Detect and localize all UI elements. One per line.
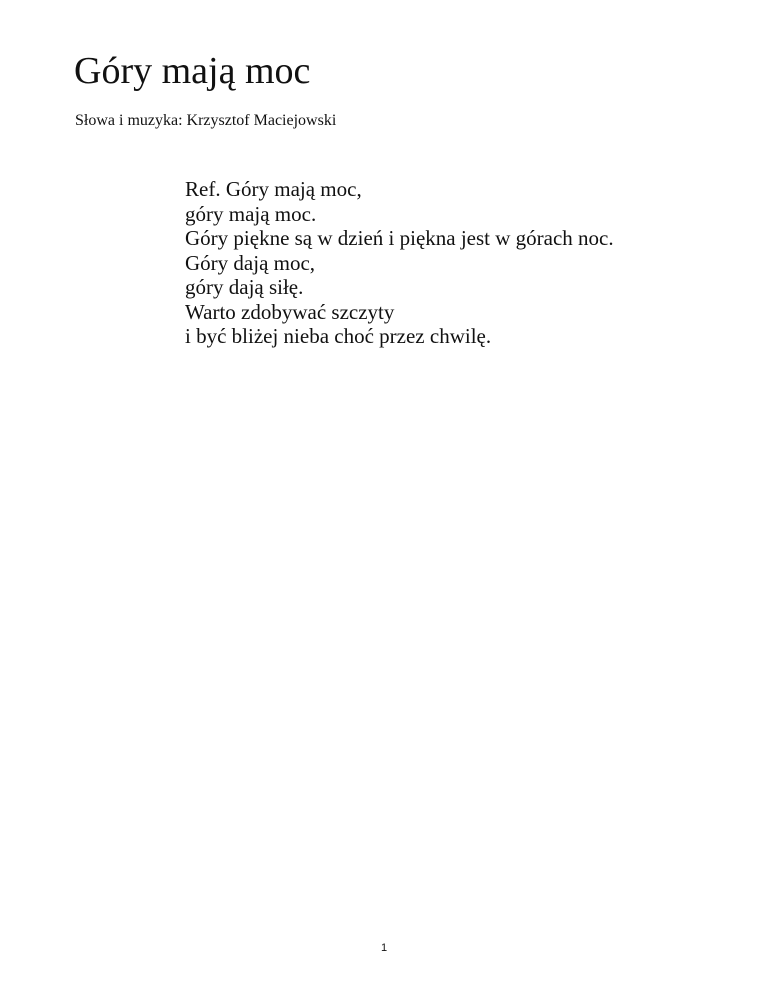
lyric-line: Ref. Góry mają moc, [185, 177, 362, 201]
lyric-line: Góry piękne są w dzień i piękna jest w górach noc. [185, 226, 614, 250]
lyric-line: i być bliżej nieba choć przez chwilę. [185, 324, 492, 348]
lyrics-refrain [185, 177, 614, 349]
song-credits: Słowa i muzyka: Krzysztof Maciejowski [75, 112, 337, 129]
lyric-line: Góry dają moc, [185, 250, 316, 275]
page-number: 1 [380, 942, 388, 954]
lyric-line: góry mają moc. [185, 201, 317, 226]
lyric-line: Warto zdobywać szczyty [185, 299, 395, 324]
lyric-line: góry dają siłę. [185, 275, 304, 299]
song-title: Góry mają moc [74, 50, 311, 92]
